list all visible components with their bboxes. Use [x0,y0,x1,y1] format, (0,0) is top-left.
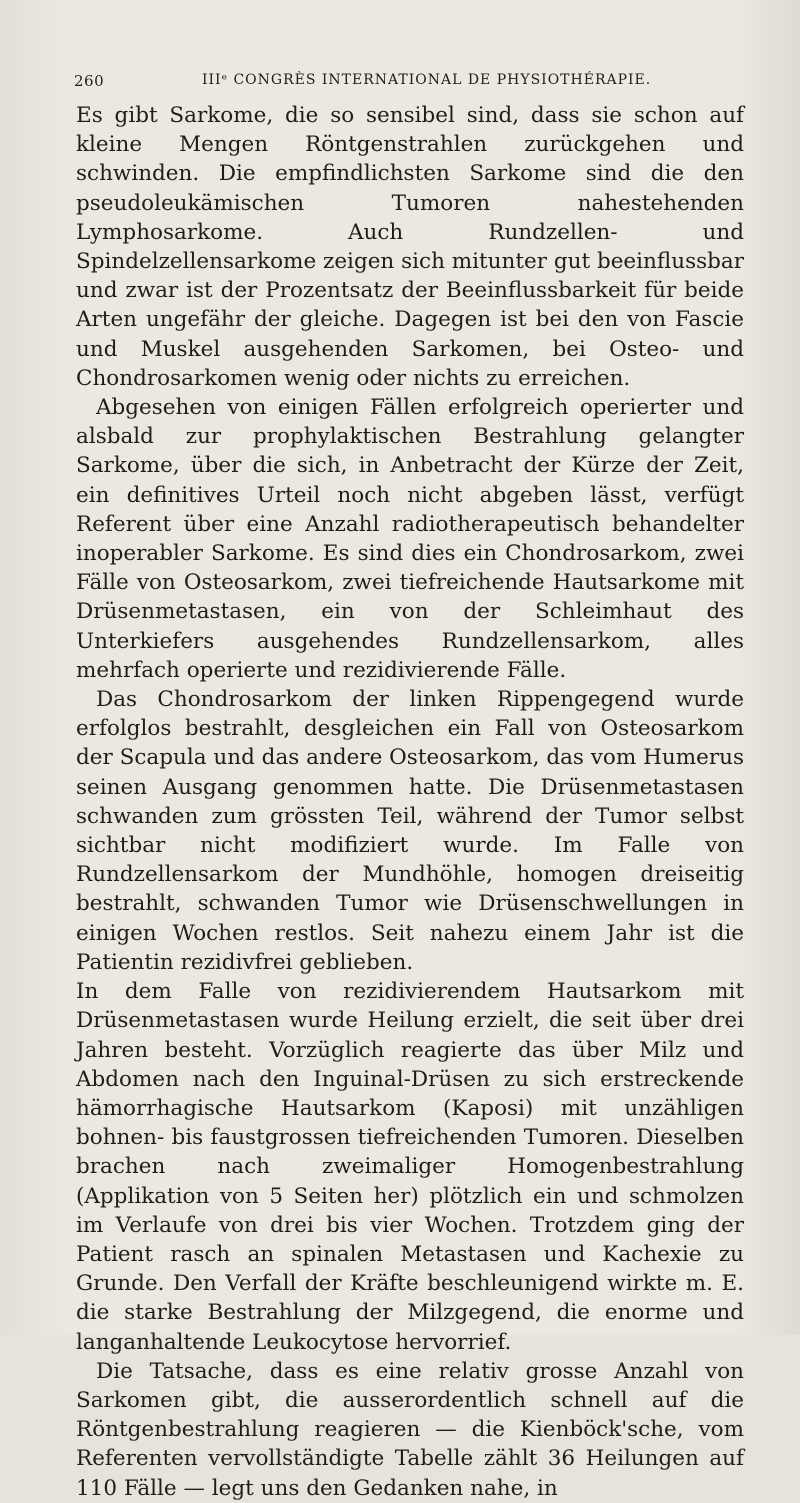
body-text [76,101,744,1503]
paragraph-2: Abgesehen von einigen Fällen erfolgreich operierter und alsbald zur prophylaktischen Bestrahlung gelangter Sarkome, über die sich, in Anbetracht der Kürze der Zeit, ein definitives Urteil noch nicht abgeben lässt, verfügt Referent über eine Anzahl radiotherapeutisch behandelter inoperabler Sarkome. Es sind dies ein Chondrosarkom, zwei Fälle von Osteosarkom, zwei tiefreichende Hautsarkome mit Drüsenmetastasen, ein von der Schleimhaut des Unterkiefers ausgehendes Rundzellensarkom, alles mehrfach operierte und rezidivierende Fälle. [76,395,744,683]
page-number: 260 [74,72,105,90]
page-header [74,72,734,96]
paragraph-3: Das Chondrosarkom der linken Rippengegend wurde erfolglos bestrahlt, desgleichen ein Fall von Osteosarkom der Scapula und das andere Osteosarkom, das vom Humerus seinen Ausgang genommen hatte. Die Drüsenmetastasen schwanden zum grössten Teil, während der Tumor selbst sichtbar nicht modifiziert wurde. Im Falle von Rundzellensarkom der Mundhöhle, homogen dreiseitig bestrahlt, schwanden Tumor wie Drüsenschwellungen in einigen Wochen restlos. Seit nahezu einem Jahr ist die Patientin rezidivfrei geblieben. [76,687,744,975]
running-head: IIIᵉ CONGRÈS INTERNATIONAL DE PHYSIOTHÉRAPIE. [202,72,652,88]
paragraph-1: Es gibt Sarkome, die so sensibel sind, dass sie schon auf kleine Mengen Röntgenstrahlen zurückgehen und schwinden. Die empfindlichsten Sarkome sind die den pseudoleukämischen Tumoren nahestehenden Lymphosarkome. Auch Rundzellen- und Spindelzellensarkome zeigen sich mitunter gut beeinflussbar und zwar ist der Prozentsatz der Beeinflussbarkeit für beide Arten ungefähr der gleiche. Dagegen ist bei den von Fascie und Muskel ausgehenden Sarkomen, bei Osteo- und Chondrosarkomen wenig oder nichts zu erreichen. [76,103,744,391]
paragraph-5: Die Tatsache, dass es eine relativ grosse Anzahl von Sarkomen gibt, die ausserordentlich schnell auf die Röntgenbestrahlung reagieren — die Kienböck'sche, vom Referenten vervollständigte Tabelle zählt 36 Heilungen auf 110 Fälle — legt uns den Gedanken nahe, in [76,1358,744,1501]
paragraph-4: In dem Falle von rezidivierendem Hautsarkom mit Drüsenmetastasen wurde Heilung erzielt, die seit über drei Jahren besteht. Vorzüglich reagierte das über Milz und Abdomen nach den Inguinal-Drüsen zu sich erstreckende hämorrhagische Hautsarkom (Kaposi) mit unzähligen bohnen- bis faustgrossen tiefreichenden Tumoren. Dieselben brachen nach zweimaliger Homogenbestrahlung (Applikation von 5 Seiten her) plötzlich ein und schmolzen im Verlaufe von drei bis vier Wochen. Trotzdem ging der Patient rasch an spinalen Metastasen und Kachexie zu Grunde. Den Verfall der Kräfte beschleunigend wirkte m. E. die starke Bestrahlung der Milzgegend, die enorme und langanhaltende Leukocytose hervorrief. [76,979,744,1355]
